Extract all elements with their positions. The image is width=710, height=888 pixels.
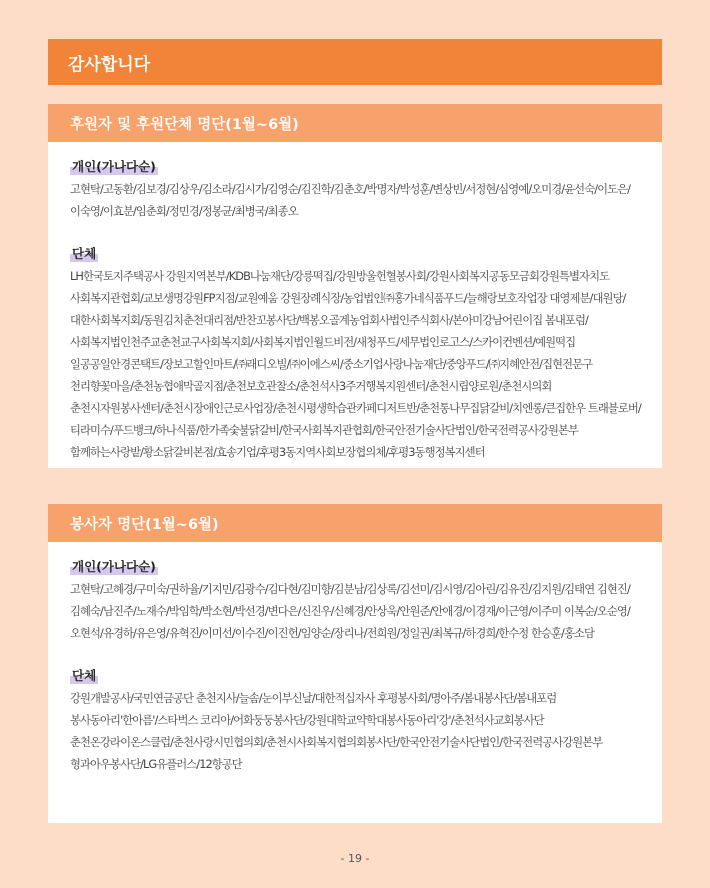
volunteers-section (48, 504, 662, 823)
volunteers-heading: 봉사자 명단(1월~6월) (48, 504, 662, 542)
volunteers-group-label: 단체 (72, 668, 97, 683)
sponsors-individual-label: 개인(가나다순) (72, 159, 156, 174)
sponsors-heading: 후원자 및 후원단체 명단(1월~6월) (48, 104, 662, 142)
volunteers-individual-label: 개인(가나다순) (72, 559, 156, 574)
sponsors-section (48, 104, 662, 468)
sponsors-group-label: 단체 (72, 246, 97, 261)
volunteers-group-list: 강원개발공사/국민연금공단 춘천지사/늘솜/눈이부신날/대한적십자사 후평봉사회/명아주/봄내봉사단/봄내포럼 봉사동아리'한아름'/스타벅스 코리아/어화둥둥봉사단/강원대학교약학대봉사동아리'강'/춘천석사교회봉사단 춘천온강라이온스클럽/춘천사랑시민협의회/춘천시사회복지협의회봉사단/한국안전기술사단법인/한국전력공사강원본부 형과아우봉사단/LG유플러스/12항공단 (70, 692, 603, 771)
page-number: - 19 - (340, 852, 370, 865)
volunteers-individual-list: 고현탁/고혜경/구미숙/권하율/기지민/김광수/김다현/김미향/김분남/김상록/김선미/김시영/김아린/김유진/김지원/김태연 김현진/김혜숙/남진주/노재수/박임학/박소현/박선경/변다은/신진우/신혜경/안상욱/안원준/안애경/이경재/이근영/이주미 이복순/오순영/오현석/유경하/유은영/유혁진/이미선/이수진/이진헌/임양순/장리나/전희원/정일권/최복규/하경희/한수정 한승훈/홍소담 (70, 583, 630, 640)
sponsors-group-list: LH한국토지주택공사 강원지역본부/KDB나눔재단/강릉떡집/강원방울헌혈봉사회/강원사회복지공동모금회강원특별자치도 사회복지관협회/교보생명강원FP지점/교원예움 강원장례식장/농업법인㈜홍가네식품푸드/늘해랑보호작업장 대영제분/대원당/대한사회복지회/동원김치춘천대리점/반찬꼬봉사단/백봉오골계농업회사법인주식회사/본아미강남어린이집 봄내포럼/사회복지법인천주교춘천교구사회복지회/사회복지법인월드비전/새청푸드/세무법인로고스/스카이컨벤션/예원떡집 일공공일안경콘택트/장보고할인마트/㈜래디오빌/㈜이에스씨/중소기업사랑나눔재단/중앙푸드/㈜지혜안전/집현전문구 천리향꽃마을/춘천농협애막골지점/춘천보호관찰소/춘천석사3주거행복지원센터/춘천시립양로원/춘천시의회 춘천시자원봉사센터/춘천시장애인근로사업장/춘천시평생학습관카페디저트반/춘천통나무집닭갈비/치엔롱/큰집한우 트래블로버/티라미수/푸드뱅크/하나식품/한가족숯불닭갈비/한국사회복지관협회/한국안전기술사단법인/한국전력공사강원본부 함께하는사랑밭/황소닭갈비본점/효송기업/후평3동지역사회보장협의체/후평3동행정복지센터 (70, 270, 641, 459)
page-title: 감사합니다 (48, 39, 662, 85)
sponsors-individual-list: 고현탁/고동환/김보경/김상우/김소라/김시가/김영순/김진학/김춘호/박명자/박성훈/변상빈/서정현/심영예/오미경/윤선숙/이도은/이숙영/이효분/임춘회/정민경/정봉균/최병국/최종오 (70, 183, 631, 218)
